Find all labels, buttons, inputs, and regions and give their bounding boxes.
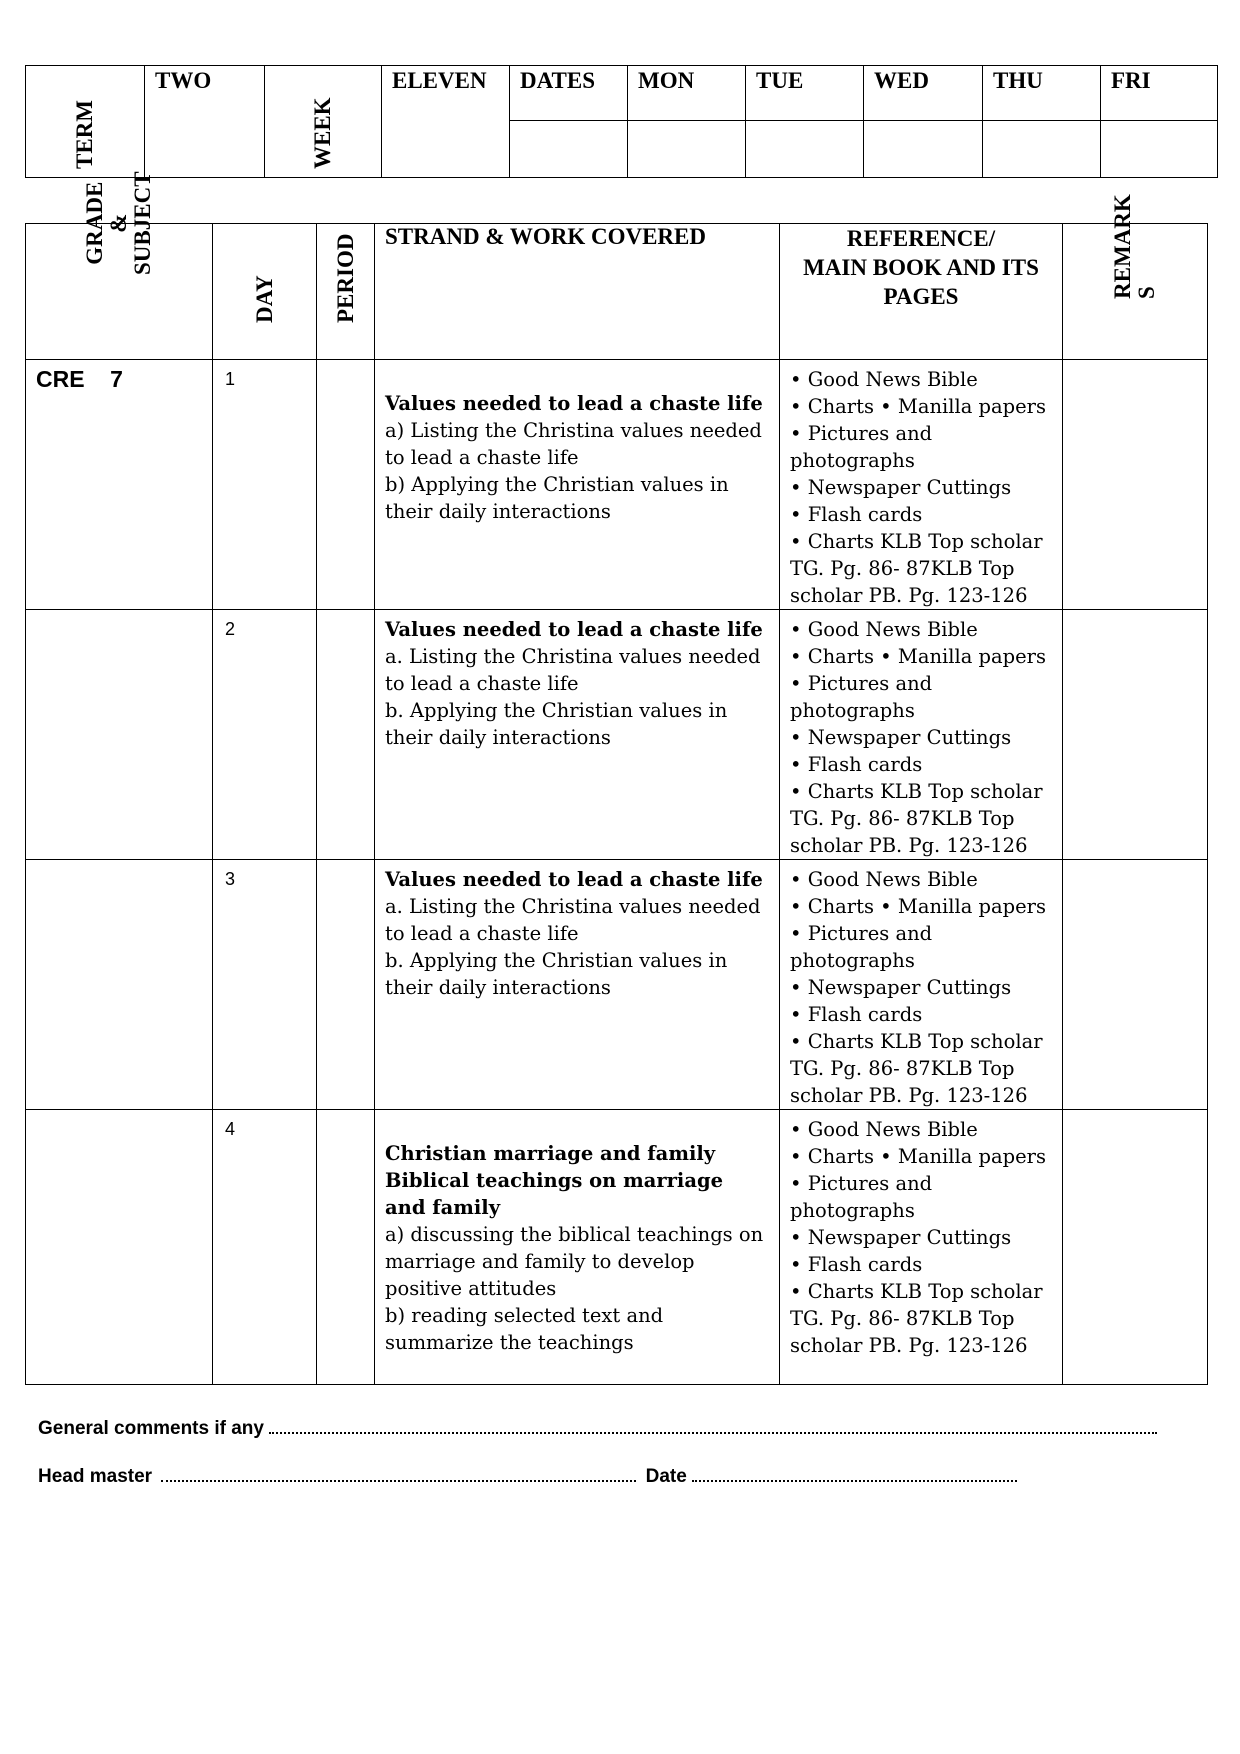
reference-item: • Charts • Manilla papers bbox=[790, 1145, 1047, 1168]
work-covered-cell bbox=[375, 360, 780, 610]
day-number: 1 bbox=[213, 360, 317, 610]
table-row bbox=[26, 1110, 1208, 1385]
work-item: a) discussing the biblical teachings on marriage and family to develop positive attitudes bbox=[385, 1223, 764, 1300]
grade-subject-cell bbox=[26, 860, 213, 1110]
reference-cell bbox=[780, 610, 1063, 860]
reference-item: • Good News Bible bbox=[790, 368, 978, 391]
week-label-cell bbox=[265, 66, 382, 178]
mon-date-cell[interactable] bbox=[628, 121, 746, 178]
work-title: Values needed to lead a chaste life bbox=[385, 618, 763, 641]
reference-item: • Pictures and photographs bbox=[790, 422, 933, 472]
general-comments-label: General comments if any bbox=[38, 1418, 264, 1439]
day-header: DAY bbox=[213, 224, 317, 360]
day-number: 4 bbox=[213, 1110, 317, 1385]
reference-item: • Flash cards bbox=[790, 753, 923, 776]
table-row bbox=[26, 610, 1208, 860]
reference-cell bbox=[780, 360, 1063, 610]
reference-item: • Newspaper Cuttings bbox=[790, 976, 1012, 999]
work-covered-cell bbox=[375, 610, 780, 860]
remarks-cell[interactable] bbox=[1063, 610, 1208, 860]
fri-date-cell[interactable] bbox=[1101, 121, 1218, 178]
work-item: a. Listing the Christina values needed to lead a chaste life bbox=[385, 895, 761, 945]
reference-item: • Flash cards bbox=[790, 1253, 923, 1276]
dates-value-cell[interactable] bbox=[510, 121, 628, 178]
date-field[interactable] bbox=[692, 1464, 1017, 1482]
work-covered-cell bbox=[375, 860, 780, 1110]
reference-item: • Pictures and photographs bbox=[790, 922, 933, 972]
reference-item: • Charts KLB Top scholar TG. Pg. 86- 87KLB Top scholar PB. Pg. 123-126 bbox=[790, 780, 1043, 857]
work-item: b. Applying the Christian values in their daily interactions bbox=[385, 699, 728, 749]
reference-item: • Charts KLB Top scholar TG. Pg. 86- 87KLB Top scholar PB. Pg. 123-126 bbox=[790, 530, 1043, 607]
table-row bbox=[26, 360, 1208, 610]
reference-item: • Pictures and photographs bbox=[790, 672, 933, 722]
tue-date-cell[interactable] bbox=[746, 121, 864, 178]
date-label: Date bbox=[645, 1466, 687, 1487]
term-week-table bbox=[25, 65, 1218, 178]
reference-item: • Flash cards bbox=[790, 1003, 923, 1026]
work-item: b) reading selected text and summarize the teachings bbox=[385, 1304, 664, 1354]
reference-item: • Newspaper Cuttings bbox=[790, 476, 1012, 499]
grade-subject-value: CRE 7 bbox=[26, 360, 213, 610]
reference-item: • Charts • Manilla papers bbox=[790, 395, 1047, 418]
remarks-cell[interactable] bbox=[1063, 1110, 1208, 1385]
term-label-cell bbox=[26, 66, 145, 178]
week-value: ELEVEN bbox=[382, 66, 510, 178]
lesson-plan-table bbox=[25, 171, 1208, 1385]
work-title: Values needed to lead a chaste life bbox=[385, 392, 763, 415]
thu-date-cell[interactable] bbox=[983, 121, 1101, 178]
reference-cell bbox=[780, 1110, 1063, 1385]
reference-item: • Charts • Manilla papers bbox=[790, 645, 1047, 668]
reference-item: • Flash cards bbox=[790, 503, 923, 526]
grade-subject-cell bbox=[26, 1110, 213, 1385]
table-row bbox=[26, 860, 1208, 1110]
day-tue-label: TUE bbox=[746, 66, 864, 121]
work-covered-cell bbox=[375, 1110, 780, 1385]
remarks-cell[interactable] bbox=[1063, 860, 1208, 1110]
reference-item: • Pictures and photographs bbox=[790, 1172, 933, 1222]
day-mon-label: MON bbox=[628, 66, 746, 121]
reference-item: • Charts KLB Top scholar TG. Pg. 86- 87KLB Top scholar PB. Pg. 123-126 bbox=[790, 1280, 1043, 1357]
term-label: TERM bbox=[72, 100, 97, 169]
reference-item: • Newspaper Cuttings bbox=[790, 1226, 1012, 1249]
work-item: a. Listing the Christina values needed to lead a chaste life bbox=[385, 645, 761, 695]
work-title: Christian marriage and family bbox=[385, 1142, 716, 1165]
work-item: b) Applying the Christian values in their daily interactions bbox=[385, 473, 729, 523]
headmaster-field[interactable] bbox=[161, 1464, 636, 1482]
wed-date-cell[interactable] bbox=[864, 121, 983, 178]
headmaster-line bbox=[38, 1464, 1017, 1488]
day-thu-label: THU bbox=[983, 66, 1101, 121]
work-item: b. Applying the Christian values in their daily interactions bbox=[385, 949, 728, 999]
dates-label: DATES bbox=[510, 66, 628, 121]
work-item: a) Listing the Christina values needed to lead a chaste life bbox=[385, 419, 762, 469]
period-cell[interactable] bbox=[317, 1110, 375, 1385]
reference-item: • Newspaper Cuttings bbox=[790, 726, 1012, 749]
day-fri-label: FRI bbox=[1101, 66, 1218, 121]
reference-item: • Charts • Manilla papers bbox=[790, 895, 1047, 918]
headmaster-label: Head master bbox=[38, 1466, 153, 1487]
reference-header: REFERENCE/ MAIN BOOK AND ITS PAGES bbox=[780, 224, 1063, 360]
general-comments-line bbox=[38, 1416, 1157, 1440]
work-title: Biblical teachings on marriage and family bbox=[385, 1169, 724, 1219]
week-label: WEEK bbox=[310, 97, 335, 169]
grade-subject-header: GRADE & SUBJECT bbox=[26, 224, 213, 360]
reference-item: • Good News Bible bbox=[790, 868, 978, 891]
general-comments-field[interactable] bbox=[269, 1416, 1157, 1434]
remarks-cell[interactable] bbox=[1063, 360, 1208, 610]
day-number: 3 bbox=[213, 860, 317, 1110]
reference-cell bbox=[780, 860, 1063, 1110]
strand-header: STRAND & WORK COVERED bbox=[375, 224, 780, 360]
work-title: Values needed to lead a chaste life bbox=[385, 868, 763, 891]
period-cell[interactable] bbox=[317, 860, 375, 1110]
period-header: PERIOD bbox=[317, 224, 375, 360]
period-cell[interactable] bbox=[317, 360, 375, 610]
remarks-header: REMARK S bbox=[1063, 224, 1208, 360]
term-value: TWO bbox=[145, 66, 265, 178]
day-wed-label: WED bbox=[864, 66, 983, 121]
period-cell[interactable] bbox=[317, 610, 375, 860]
reference-item: • Good News Bible bbox=[790, 1118, 978, 1141]
day-number: 2 bbox=[213, 610, 317, 860]
reference-item: • Charts KLB Top scholar TG. Pg. 86- 87KLB Top scholar PB. Pg. 123-126 bbox=[790, 1030, 1043, 1107]
reference-item: • Good News Bible bbox=[790, 618, 978, 641]
grade-subject-cell bbox=[26, 610, 213, 860]
